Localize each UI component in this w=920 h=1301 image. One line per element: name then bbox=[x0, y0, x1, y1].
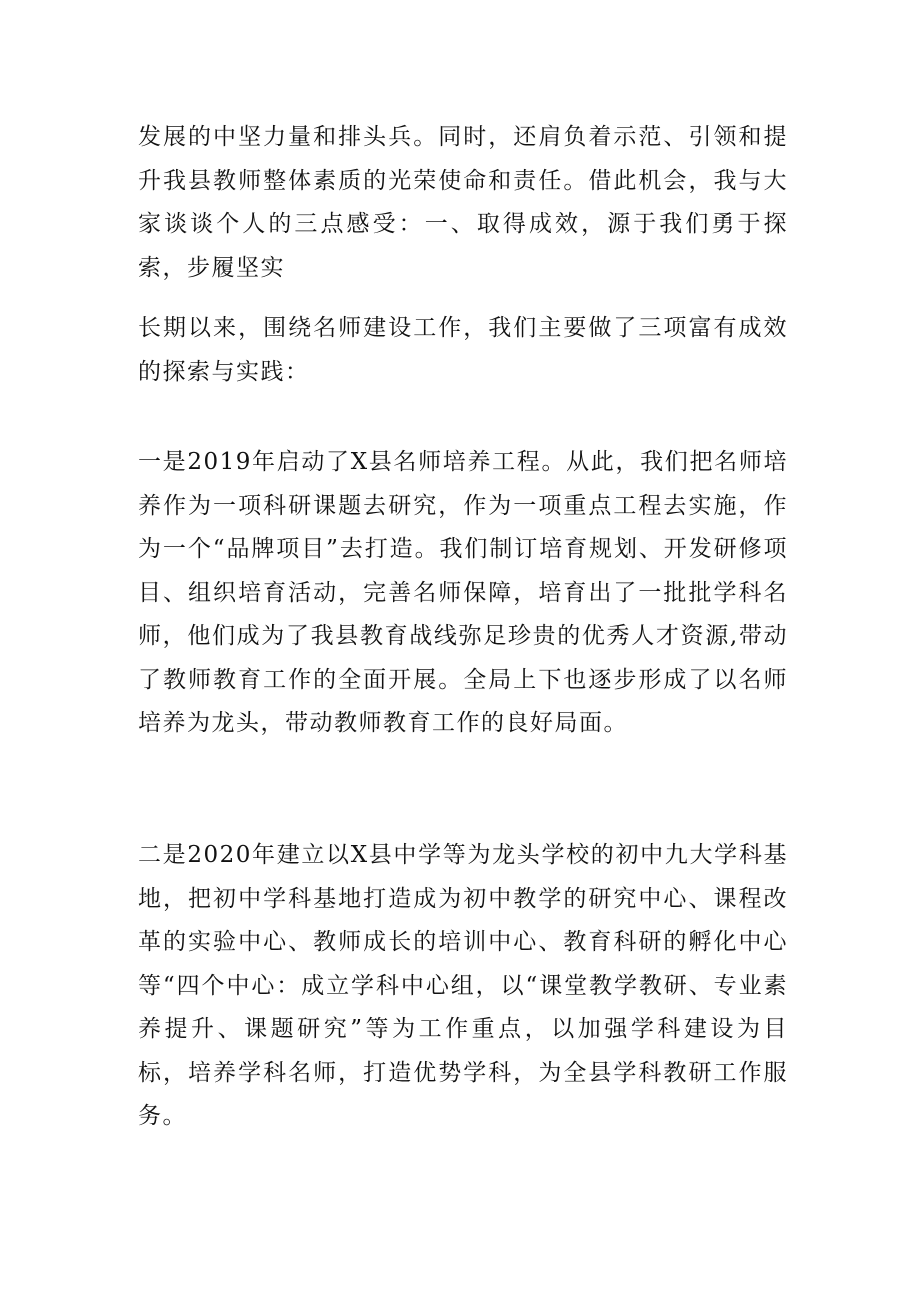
paragraph-first-initiative: 一是2019年启动了X县名师培养工程。从此，我们把名师培养作为一项科研课题去研究，作为一项重点工程去实施，作为一个“品牌项目”去打造。我们制订培育规划、开发研修项目、组织培育活动，完善名师保障，培育出了一批批学科名师，他们成为了我县教育战线弥足珍贵的优秀人才资源,带动了教师教育工作的全面开展。全局上下也逐步形成了以名师培养为龙头，带动教师教育工作的良好局面。 bbox=[138, 449, 788, 736]
paragraph-continuation: 发展的中坚力量和排头兵。同时，还肩负着示范、引领和提升我县教师整体素质的光荣使命和责任。借此机会，我与大家谈谈个人的三点感受：一、取得成效，源于我们勇于探索，步履坚实 bbox=[138, 124, 788, 281]
paragraph-second-initiative: 二是2020年建立以X县中学等为龙头学校的初中九大学科基地，把初中学科基地打造成为初中教学的研究中心、课程改革的实验中心、教师成长的培训中心、教育科研的孵化中心等“四个中心：成立学科中心组，以“课堂教学教研、专业素养提升、课题研究”等为工作重点，以加强学科建设为目标，培养学科名师，打造优势学科，为全县学科教研工作服务。 bbox=[138, 842, 788, 1129]
paragraph-practice-intro: 长期以来，围绕名师建设工作，我们主要做了三项富有成效的探索与实践： bbox=[138, 315, 788, 385]
